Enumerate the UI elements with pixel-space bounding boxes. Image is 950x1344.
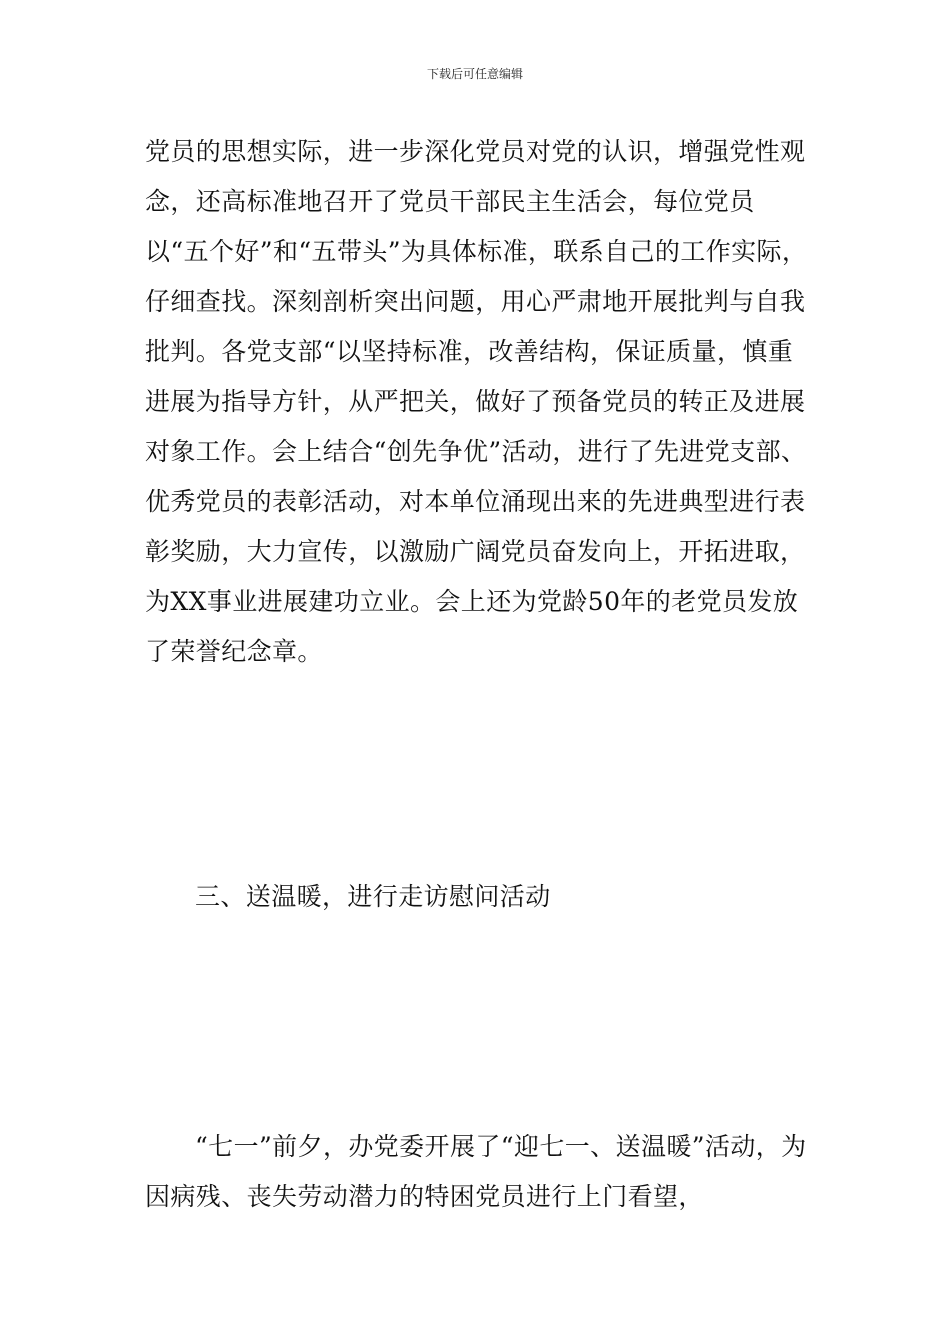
body-paragraph-1: 党员的思想实际，进一步深化党员对党的认识，增强党性观念，还高标准地召开了党员干部民主生活会，每位党员以“五个好”和“五带头”为具体标准，联系自己的工作实际，仔细查找。深刻剖析突出问题，用心严肃地开展批判与自我批判。各党支部“以坚持标准，改善结构，保证质量，慎重进展为指导方针，从严把关，做好了预备党员的转正及进展对象工作。会上结合“创先争优”活动，进行了先进党支部、优秀党员的表彰活动，对本单位涌现出来的先进典型进行表彰奖励，大力宣传，以激励广阔党员奋发向上，开拓进取，为XX事业进展建功立业。会上还为党龄50年的老党员发放了荣誉纪念章。 bbox=[145, 137, 808, 666]
body-paragraph-2: “七一”前夕，办党委开展了“迎七一、送温暖”活动，为因病残、丧失劳动潜力的特困党员进行上门看望， bbox=[145, 1132, 807, 1211]
section-heading: 三、送温暖，进行走访慰问活动 bbox=[195, 882, 551, 911]
page-header-note: 下载后可任意编辑 bbox=[426, 67, 523, 81]
